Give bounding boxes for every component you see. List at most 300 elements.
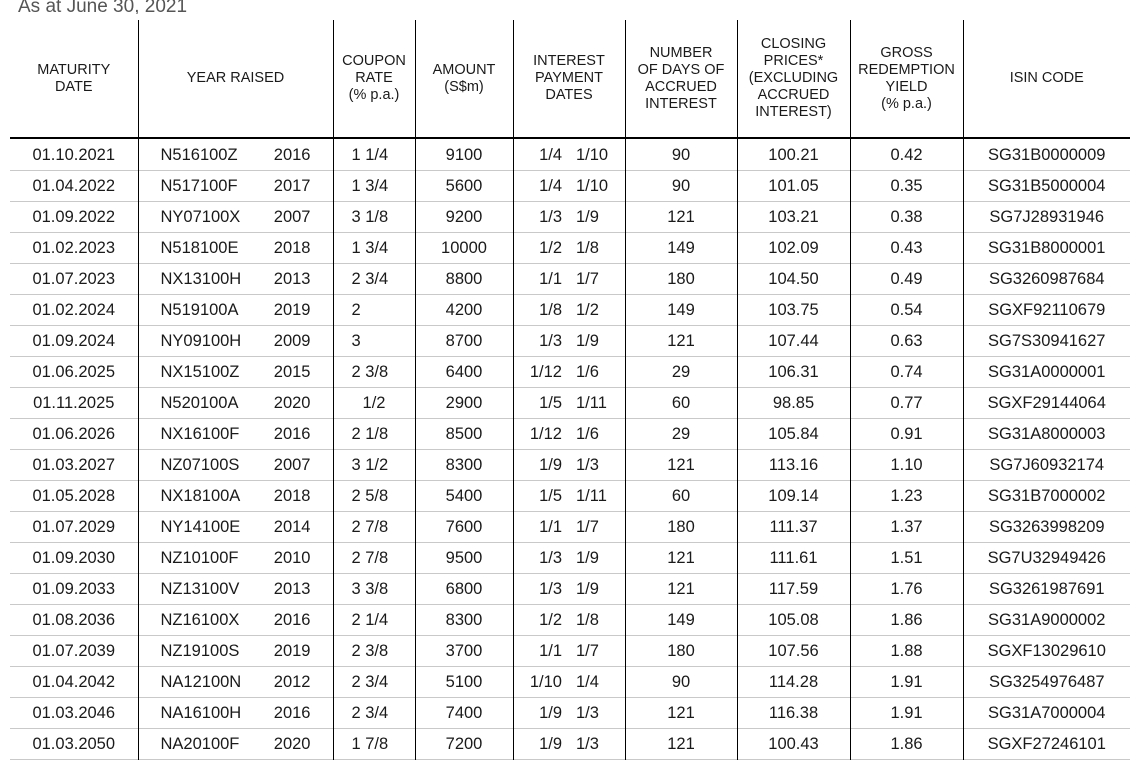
table-row: [10, 419, 1130, 450]
interest-date-second: 1/4: [576, 673, 599, 691]
cell-gross-redemption-yield: 0.49: [850, 264, 963, 295]
cell-interest-dates-content: [514, 393, 625, 413]
cell-isin-code: SG3263998209: [963, 512, 1130, 543]
column-header-line: DATES: [545, 87, 593, 103]
cell-coupon-rate: [333, 264, 415, 295]
cell-interest-payment-dates: [513, 605, 625, 636]
cell-closing-price: 107.56: [737, 636, 850, 667]
cell-maturity-date: 01.04.2022: [10, 171, 138, 202]
interest-date-first: 1/9: [539, 456, 562, 474]
bond-year: 2020: [273, 735, 311, 753]
cell-closing-price: 103.21: [737, 202, 850, 233]
interest-date-second: 1/11: [576, 394, 607, 412]
bond-code: NZ10100F: [160, 549, 239, 567]
cell-year-raised-content: [139, 331, 333, 351]
coupon-rate-value: 3 3/8: [351, 580, 389, 598]
cell-amount: 10000: [415, 233, 513, 264]
cell-year-raised-content: [139, 610, 333, 630]
column-header-line: INTEREST: [533, 53, 605, 69]
coupon-rate-value: 2 3/8: [351, 363, 389, 381]
interest-date-first: 1/4: [539, 146, 562, 164]
cell-coupon-rate: [333, 605, 415, 636]
cell-isin-code: SGXF29144064: [963, 388, 1130, 419]
cell-year-raised: [138, 605, 333, 636]
cell-isin-code: SG7J28931946: [963, 202, 1130, 233]
cell-isin-code: SG31A8000003: [963, 419, 1130, 450]
bond-code: N517100F: [160, 177, 238, 195]
coupon-rate-value: 1 1/4: [351, 146, 389, 164]
bond-code: NX16100F: [160, 425, 240, 443]
cell-isin-code: SG7J60932174: [963, 450, 1130, 481]
interest-date-second: 1/2: [576, 301, 599, 319]
interest-date-first: 1/4: [539, 177, 562, 195]
table-row: [10, 636, 1130, 667]
cell-interest-payment-dates: [513, 295, 625, 326]
interest-date-first: 1/5: [539, 394, 562, 412]
cell-gross-redemption-yield: 0.77: [850, 388, 963, 419]
column-header-line: INTEREST): [755, 104, 832, 120]
column-header-line: (% p.a.): [881, 95, 932, 112]
bond-code: NZ13100V: [160, 580, 240, 598]
coupon-rate-value: 1 7/8: [351, 735, 389, 753]
bond-year: 2016: [273, 146, 311, 164]
column-header-line: (EXCLUDING: [748, 70, 839, 86]
table-row: [10, 450, 1130, 481]
cell-interest-payment-dates: [513, 388, 625, 419]
interest-date-second: 1/6: [576, 425, 599, 443]
cell-interest-dates-content: [514, 300, 625, 320]
cell-isin-code: SG7U32949426: [963, 543, 1130, 574]
cell-interest-dates-content: [514, 641, 625, 661]
cell-year-raised: [138, 138, 333, 171]
bond-code: NZ07100S: [160, 456, 240, 474]
cell-coupon-rate: [333, 698, 415, 729]
cell-amount: 2900: [415, 388, 513, 419]
cell-isin-code: SG7S30941627: [963, 326, 1130, 357]
cell-closing-price: 100.43: [737, 729, 850, 760]
interest-date-first: 1/10: [529, 673, 562, 691]
cell-accrued-days: 29: [625, 357, 737, 388]
bond-listing-table: [10, 20, 1130, 760]
cell-year-raised-content: [139, 300, 333, 320]
cell-coupon-rate: [333, 202, 415, 233]
bond-year: 2010: [273, 549, 311, 567]
cell-accrued-days: 60: [625, 481, 737, 512]
bond-code: N520100A: [160, 394, 239, 412]
bond-code: NA12100N: [160, 673, 242, 691]
cell-coupon-rate: [333, 450, 415, 481]
cell-gross-redemption-yield: 0.54: [850, 295, 963, 326]
cell-isin-code: SG31A0000001: [963, 357, 1130, 388]
cell-coupon-rate: [333, 233, 415, 264]
cell-closing-price: 109.14: [737, 481, 850, 512]
bond-year: 2018: [273, 487, 311, 505]
interest-date-second: 1/9: [576, 332, 599, 350]
cell-maturity-date: 01.07.2039: [10, 636, 138, 667]
cell-year-raised-content: [139, 362, 333, 382]
table-row: [10, 698, 1130, 729]
cell-closing-price: 98.85: [737, 388, 850, 419]
interest-date-first: 1/1: [539, 518, 562, 536]
bond-year: 2012: [273, 673, 311, 691]
column-header-line: MATURITY: [37, 61, 111, 78]
cell-amount: 7600: [415, 512, 513, 543]
cell-year-raised-content: [139, 455, 333, 475]
bond-year: 2013: [273, 270, 311, 288]
cell-maturity-date: 01.02.2023: [10, 233, 138, 264]
cell-interest-dates-content: [514, 176, 625, 196]
cell-interest-dates-content: [514, 517, 625, 537]
column-header-line: PRICES*: [763, 53, 824, 69]
cell-closing-price: 111.37: [737, 512, 850, 543]
cell-year-raised-content: [139, 269, 333, 289]
page-title: As at June 30, 2021: [18, 0, 188, 14]
cell-gross-redemption-yield: 1.10: [850, 450, 963, 481]
cell-interest-payment-dates: [513, 357, 625, 388]
cell-year-raised: [138, 574, 333, 605]
cell-isin-code: SG3260987684: [963, 264, 1130, 295]
bond-year: 2020: [273, 394, 311, 412]
cell-year-raised: [138, 171, 333, 202]
cell-coupon-rate: [333, 357, 415, 388]
bond-year: 2016: [273, 611, 311, 629]
cell-gross-redemption-yield: 1.91: [850, 667, 963, 698]
coupon-rate-value: 2 1/4: [351, 611, 389, 629]
column-header-accrued_days: [625, 20, 737, 138]
cell-interest-payment-dates: [513, 481, 625, 512]
cell-year-raised-content: [139, 641, 333, 661]
cell-gross-redemption-yield: 1.86: [850, 605, 963, 636]
table-header: [10, 20, 1130, 138]
bond-year: 2013: [273, 580, 311, 598]
cell-amount: 6400: [415, 357, 513, 388]
table-row: [10, 138, 1130, 171]
interest-date-second: 1/9: [576, 580, 599, 598]
column-header-closing_price: [737, 20, 850, 138]
interest-date-second: 1/3: [576, 704, 599, 722]
bond-code: N519100A: [160, 301, 239, 319]
cell-isin-code: SG3261987691: [963, 574, 1130, 605]
cell-amount: 4200: [415, 295, 513, 326]
interest-date-second: 1/7: [576, 270, 599, 288]
cell-accrued-days: 121: [625, 543, 737, 574]
interest-date-first: 1/3: [539, 208, 562, 226]
cell-closing-price: 102.09: [737, 233, 850, 264]
cell-year-raised-content: [139, 672, 333, 692]
cell-coupon-rate: [333, 171, 415, 202]
bond-year: 2015: [273, 363, 311, 381]
cell-year-raised-content: [139, 734, 333, 754]
bond-code: NY14100E: [160, 518, 241, 536]
coupon-rate-value: 2 1/8: [351, 425, 389, 443]
column-header-amount: [415, 20, 513, 138]
cell-gross-redemption-yield: 0.38: [850, 202, 963, 233]
interest-date-first: 1/1: [539, 270, 562, 288]
interest-date-first: 1/1: [539, 642, 562, 660]
cell-isin-code: SGXF92110679: [963, 295, 1130, 326]
cell-year-raised-content: [139, 393, 333, 413]
coupon-rate-value: 2 3/4: [351, 704, 389, 722]
cell-isin-code: SG31B7000002: [963, 481, 1130, 512]
cell-maturity-date: 01.02.2024: [10, 295, 138, 326]
bond-year: 2019: [273, 642, 311, 660]
cell-interest-dates-content: [514, 238, 625, 258]
cell-coupon-rate: [333, 729, 415, 760]
cell-maturity-date: 01.09.2030: [10, 543, 138, 574]
cell-accrued-days: 149: [625, 233, 737, 264]
cell-gross-redemption-yield: 1.51: [850, 543, 963, 574]
cell-year-raised: [138, 543, 333, 574]
cell-gross-redemption-yield: 0.74: [850, 357, 963, 388]
bond-year: 2014: [273, 518, 311, 536]
cell-year-raised-content: [139, 238, 333, 258]
cell-maturity-date: 01.10.2021: [10, 138, 138, 171]
cell-coupon-rate: [333, 512, 415, 543]
interest-date-first: 1/3: [539, 580, 562, 598]
cell-year-raised-content: [139, 486, 333, 506]
cell-isin-code: SG31B5000004: [963, 171, 1130, 202]
interest-date-second: 1/8: [576, 239, 599, 257]
interest-date-second: 1/3: [576, 456, 599, 474]
cell-interest-dates-content: [514, 331, 625, 351]
cell-interest-payment-dates: [513, 419, 625, 450]
column-header-line: CLOSING: [760, 36, 827, 52]
interest-date-second: 1/11: [576, 487, 607, 505]
column-header-interest_dates: [513, 20, 625, 138]
cell-accrued-days: 180: [625, 636, 737, 667]
column-header-gross_yield: [850, 20, 963, 138]
cell-year-raised: [138, 729, 333, 760]
column-header-line: ACCRUED: [757, 87, 830, 103]
cell-accrued-days: 121: [625, 574, 737, 605]
bond-code: NA16100H: [160, 704, 242, 722]
cell-interest-dates-content: [514, 362, 625, 382]
table-body: [10, 138, 1130, 760]
cell-gross-redemption-yield: 0.42: [850, 138, 963, 171]
cell-gross-redemption-yield: 1.76: [850, 574, 963, 605]
cell-year-raised-content: [139, 424, 333, 444]
cell-accrued-days: 180: [625, 512, 737, 543]
table-row: [10, 574, 1130, 605]
bond-year: 2018: [273, 239, 311, 257]
cell-year-raised: [138, 388, 333, 419]
cell-maturity-date: 01.11.2025: [10, 388, 138, 419]
cell-maturity-date: 01.09.2022: [10, 202, 138, 233]
bond-year: 2016: [273, 704, 311, 722]
interest-date-first: 1/2: [539, 239, 562, 257]
cell-year-raised: [138, 481, 333, 512]
cell-amount: 6800: [415, 574, 513, 605]
cell-interest-payment-dates: [513, 233, 625, 264]
cell-gross-redemption-yield: 1.37: [850, 512, 963, 543]
cell-amount: 5100: [415, 667, 513, 698]
cell-amount: 7400: [415, 698, 513, 729]
cell-gross-redemption-yield: 1.23: [850, 481, 963, 512]
cell-maturity-date: 01.09.2024: [10, 326, 138, 357]
cell-closing-price: 114.28: [737, 667, 850, 698]
cell-accrued-days: 121: [625, 202, 737, 233]
cell-coupon-rate: [333, 574, 415, 605]
column-header-line: RATE: [355, 70, 393, 86]
cell-closing-price: 105.84: [737, 419, 850, 450]
column-header-line: YIELD: [885, 78, 928, 95]
cell-amount: 9500: [415, 543, 513, 574]
cell-amount: 5400: [415, 481, 513, 512]
cell-year-raised: [138, 698, 333, 729]
bond-year: 2007: [273, 456, 311, 474]
coupon-rate-value: 3 1/2: [351, 456, 389, 474]
cell-interest-payment-dates: [513, 512, 625, 543]
coupon-rate-value: 2 3/8: [351, 642, 389, 660]
coupon-rate-value: 2 7/8: [351, 549, 389, 567]
cell-isin-code: SG31B0000009: [963, 138, 1130, 171]
bond-year: 2007: [273, 208, 311, 226]
table-row: [10, 388, 1130, 419]
table-row: [10, 481, 1130, 512]
interest-date-second: 1/10: [576, 177, 609, 195]
cell-coupon-rate: [333, 636, 415, 667]
coupon-rate-value: 2 3/4: [351, 270, 389, 288]
cell-interest-dates-content: [514, 610, 625, 630]
interest-date-first: 1/9: [539, 735, 562, 753]
column-header-maturity: [10, 20, 138, 138]
bond-year: 2009: [273, 332, 311, 350]
cell-amount: 8300: [415, 450, 513, 481]
cell-gross-redemption-yield: 0.43: [850, 233, 963, 264]
cell-gross-redemption-yield: 0.91: [850, 419, 963, 450]
bond-code: N516100Z: [160, 146, 238, 164]
cell-closing-price: 117.59: [737, 574, 850, 605]
table-row: [10, 233, 1130, 264]
bond-year: 2019: [273, 301, 311, 319]
interest-date-first: 1/8: [539, 301, 562, 319]
cell-coupon-rate: [333, 388, 415, 419]
cell-gross-redemption-yield: 0.35: [850, 171, 963, 202]
cell-closing-price: 107.44: [737, 326, 850, 357]
bond-code: NY09100H: [160, 332, 242, 350]
cell-maturity-date: 01.03.2046: [10, 698, 138, 729]
cell-interest-dates-content: [514, 734, 625, 754]
cell-coupon-rate: [333, 326, 415, 357]
cell-amount: 3700: [415, 636, 513, 667]
cell-interest-payment-dates: [513, 574, 625, 605]
column-header-line: COUPON: [342, 53, 406, 69]
cell-year-raised-content: [139, 145, 333, 165]
column-header-line: ISIN CODE: [1009, 70, 1084, 86]
cell-interest-payment-dates: [513, 202, 625, 233]
cell-interest-dates-content: [514, 579, 625, 599]
cell-year-raised-content: [139, 517, 333, 537]
cell-interest-payment-dates: [513, 450, 625, 481]
cell-closing-price: 105.08: [737, 605, 850, 636]
coupon-rate-value: 2 7/8: [351, 518, 389, 536]
column-header-line: OF DAYS OF: [637, 61, 725, 78]
cell-year-raised: [138, 202, 333, 233]
interest-date-first: 1/9: [539, 704, 562, 722]
column-header-line: ACCRUED: [645, 78, 717, 95]
cell-interest-dates-content: [514, 455, 625, 475]
column-header-line: (S$m): [444, 78, 484, 95]
interest-date-second: 1/7: [576, 518, 599, 536]
coupon-rate-value: 1 3/4: [351, 177, 389, 195]
interest-date-first: 1/3: [539, 332, 562, 350]
cell-maturity-date: 01.04.2042: [10, 667, 138, 698]
cell-accrued-days: 90: [625, 138, 737, 171]
cell-year-raised: [138, 233, 333, 264]
cell-accrued-days: 121: [625, 698, 737, 729]
bond-code: NX18100A: [160, 487, 241, 505]
interest-date-first: 1/2: [539, 611, 562, 629]
coupon-rate-value: 1 3/4: [351, 239, 389, 257]
cell-coupon-rate: [333, 419, 415, 450]
coupon-rate-value: 1/2: [362, 394, 386, 412]
cell-maturity-date: 01.03.2050: [10, 729, 138, 760]
column-header-line: PAYMENT: [535, 70, 603, 86]
cell-accrued-days: 121: [625, 450, 737, 481]
cell-maturity-date: 01.09.2033: [10, 574, 138, 605]
cell-coupon-rate: [333, 295, 415, 326]
bond-code: NA20100F: [160, 735, 240, 753]
cell-isin-code: SG31A9000002: [963, 605, 1130, 636]
coupon-rate-value: 2 5/8: [351, 487, 389, 505]
column-header-year_raised: [138, 20, 333, 138]
bond-code: NX15100Z: [160, 363, 240, 381]
cell-interest-payment-dates: [513, 326, 625, 357]
interest-date-second: 1/8: [576, 611, 599, 629]
column-header-line: AMOUNT: [432, 61, 496, 78]
cell-year-raised: [138, 419, 333, 450]
cell-interest-payment-dates: [513, 264, 625, 295]
cell-interest-dates-content: [514, 269, 625, 289]
cell-year-raised: [138, 667, 333, 698]
bond-code: NZ19100S: [160, 642, 240, 660]
cell-interest-payment-dates: [513, 636, 625, 667]
cell-interest-payment-dates: [513, 138, 625, 171]
cell-gross-redemption-yield: 0.63: [850, 326, 963, 357]
table-row: [10, 512, 1130, 543]
cell-closing-price: 113.16: [737, 450, 850, 481]
column-header-line: REDEMPTION: [858, 61, 955, 78]
cell-interest-payment-dates: [513, 543, 625, 574]
interest-date-first: 1/3: [539, 549, 562, 567]
interest-date-first: 1/5: [539, 487, 562, 505]
cell-maturity-date: 01.07.2029: [10, 512, 138, 543]
cell-isin-code: SG3254976487: [963, 667, 1130, 698]
cell-accrued-days: 180: [625, 264, 737, 295]
interest-date-first: 1/12: [529, 363, 562, 381]
cell-maturity-date: 01.06.2025: [10, 357, 138, 388]
cell-closing-price: 100.21: [737, 138, 850, 171]
cell-interest-payment-dates: [513, 171, 625, 202]
cell-amount: 5600: [415, 171, 513, 202]
cell-interest-payment-dates: [513, 667, 625, 698]
bond-code: NY07100X: [160, 208, 241, 226]
cell-isin-code: SG31A7000004: [963, 698, 1130, 729]
cell-gross-redemption-yield: 1.88: [850, 636, 963, 667]
cell-amount: 7200: [415, 729, 513, 760]
cell-coupon-rate: [333, 543, 415, 574]
cell-year-raised: [138, 295, 333, 326]
interest-date-second: 1/3: [576, 735, 599, 753]
cell-accrued-days: 60: [625, 388, 737, 419]
bond-code: NZ16100X: [160, 611, 240, 629]
column-header-line: (% p.a.): [348, 87, 400, 103]
column-header-line: INTEREST: [645, 95, 717, 112]
cell-closing-price: 116.38: [737, 698, 850, 729]
table-row: [10, 667, 1130, 698]
cell-accrued-days: 29: [625, 419, 737, 450]
table-row: [10, 202, 1130, 233]
